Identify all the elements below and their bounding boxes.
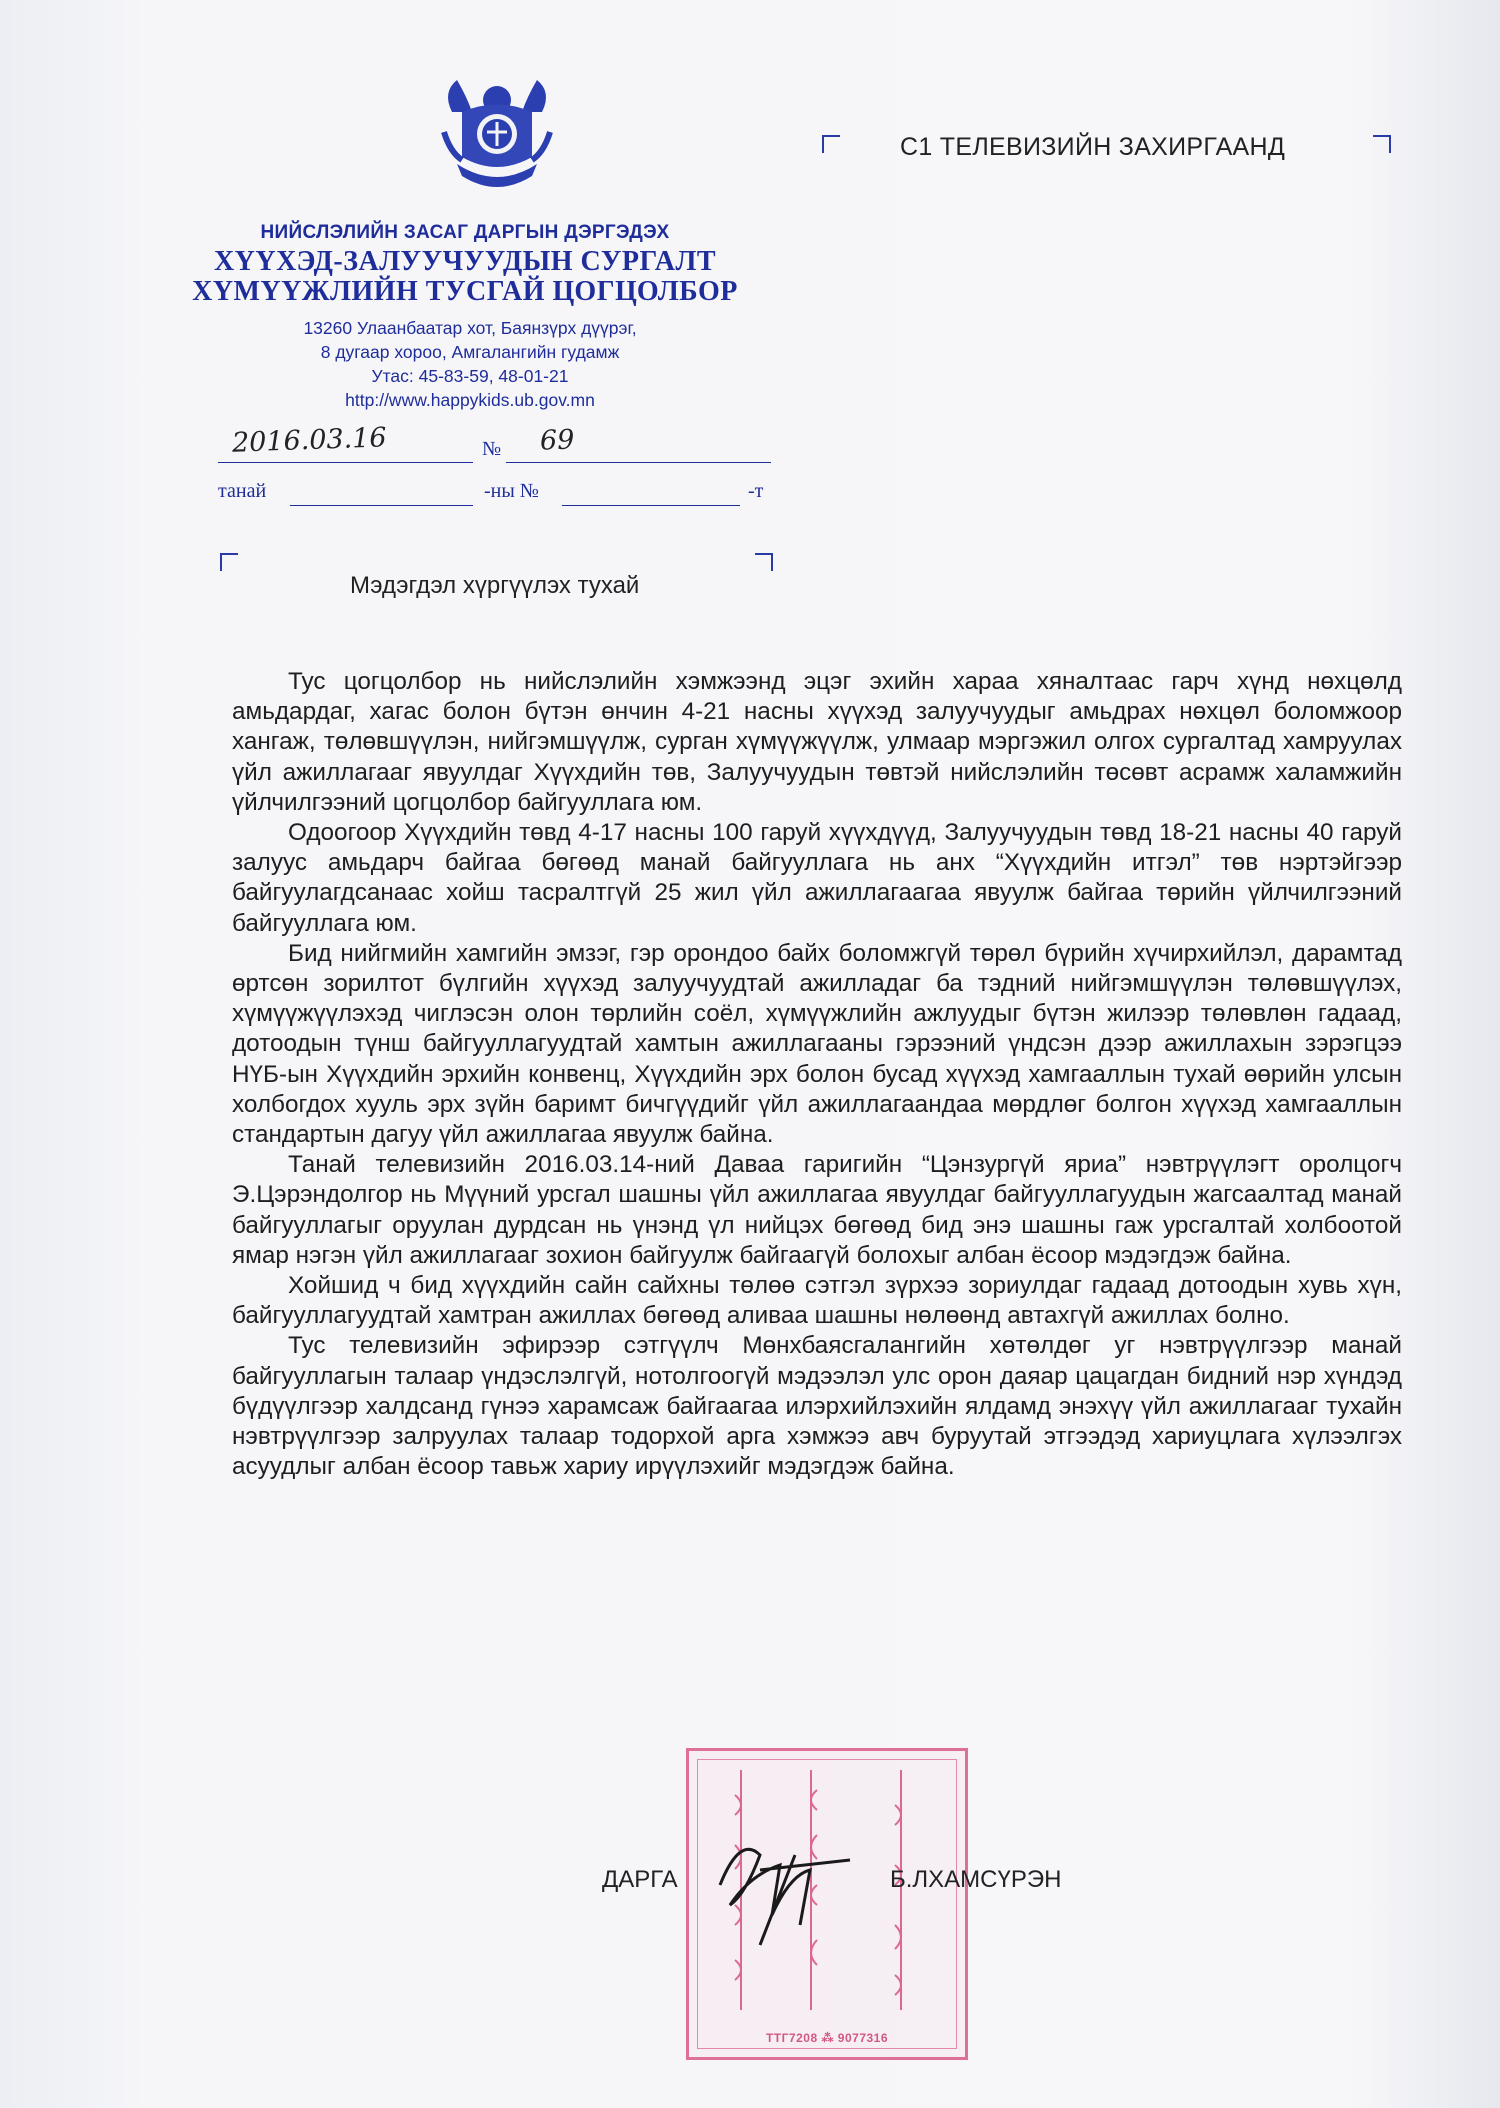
subject-corner-tr (755, 553, 773, 571)
paragraph-5: Хойшид ч бид хүүхдийн сайн сайхны төлөө сэтгэл зүрхээ зориулдаг гадаад дотоодын хувь хүн, байгууллагуудтай хамтран ажиллах бөгөөд аливаа шашны нөлөөнд автахгүй ажиллах болно. (232, 1272, 1402, 1330)
address-line1: 13260 Улаанбаатар хот, Баянзүрх дүүрэг, (303, 318, 637, 338)
date-handwritten: 2016.03.16 (231, 422, 388, 459)
phone-text: Утас: 45-83-59, 48-01-21 (371, 366, 569, 386)
paragraph-3: Бид нийгмийн хамгийн эмзэг, гэр орондоо байх боломжгүй төрөл бүрийн хүчирхийлэл, дарамтад өртсөн зорилтот бүлгийн хүүхэд залуучуудтай ажилладаг ба тэдний нийгэмшүүлэн төлөвшүүлэх, хүмүүжүүлэхэд чиглэсэн олон төрлийн соёл, хүмүүжлийн ажлуудыг бүтэн жилээр төлөвлөн гадаад, дотоодын түнш байгууллагуудтай хамтын ажиллагааны гэрээний үндсэн дээр ажиллахын зэрэгцээ НҮБ-ын Хүүхдийн эрхийн конвенц, Хүүхдийн эрх болон бусад хүүхэд хамгааллын тухай өөрийн улсын холбогдох хууль эрх зүйн баримт бичгүүдийг үйл ажиллагаандаа мөрдлөг болгон хүүхэд хамгааллын стандартын дагуу үйл ажиллагаа явуулж байна. (232, 939, 1402, 1149)
state-emblem-icon (432, 72, 562, 202)
org-name-line2: ХҮМҮҮЖЛИЙН ТУСГАЙ ЦОГЦОЛБОР (192, 276, 738, 307)
subject-line: Мэдэгдэл хүргүүлэх тухай (350, 572, 640, 599)
recipient-corner-tr (1373, 135, 1391, 153)
your-number-line (562, 481, 740, 506)
paragraph-1: Тус цогцолбор нь нийслэлийн хэмжээнд эцэг эхийн хараа хяналтаас гарч хүнд нөхцөлд амьдардаг, хагас болон бүтэн өнчин 4-21 насны хүүхэд залуучуудыг амьдрах нөхцөл боломжоор хангаж, төлөвшүүлэн, нийгэмшүүлж, сурган хүмүүжүүлж, улмаар мэргэжил олгох сургалтад хамруулах үйл ажиллагааг явуулдаг Хүүхдийн төв, Залуучуудын төвтэй нийслэлийн төсөвт асрамж халамжийн үйлчилгээний цогцолбор байгууллага юм. (232, 668, 1402, 816)
paragraph-4: Танай телевизийн 2016.03.14-ний Даваа гаригийн “Цэнзургүй яриа” нэвтрүүлэгт оролцогч Э.Цэрэндолгор нь Мүүний урсгал шашны үйл ажиллагаа явуулдаг байгууллагуудын жагсаалтад манай байгууллагыг оруулан дурдсан нь үнэнд үл нийцэх бөгөөд бид энэ шашны гаж урсгалтай холбоотой ямар нэгэн үйл ажиллагааг зохион байгуулж байгаагүй болохыг албан ёсоор мэдэгдэж байна. (232, 1151, 1402, 1269)
paragraph-6: Тус телевизийн эфирээр сэтгүүлч Мөнхбаясгалангийн хөтөлдөг уг нэвтрүүлгээр манай байгууллагын талаар үндэслэлгүй, нотолгоогүй мэдээлэл улс орон даяар цацагдан бидний нэр хүндэд бүдүүлгээр халдсанд гүнээ харамсаж байгаагаа илэрхийлэхийн ялдамд энэхүү үйл ажиллагааг тухайн нэвтрүүлгээр залруулах талаар тодорхой арга хэмжээ авч буруутай этгээдэд хариуцлага хүлээлгэх асуудлыг албан ёсоор тавьж хариу ирүүлэхийг мэдэгдэж байна. (232, 1332, 1402, 1481)
number-label: № (482, 438, 502, 460)
recipient: С1 ТЕЛЕВИЗИЙН ЗАХИРГААНД (900, 133, 1286, 161)
number-handwritten: 69 (539, 424, 575, 457)
handwritten-signature (700, 1815, 870, 1955)
your-date-line (290, 481, 473, 506)
your-label: танай (218, 480, 267, 502)
paragraph-2: Одоогоор Хүүхдийн төвд 4-17 насны 100 гаруй хүүхдүүд, Залуучуудын төвд 18-21 насны 40 гаруй залуус амьдарч байгаа бөгөөд манай байгууллага нь анх “Хүүхдийн итгэл” төв нэртэйгээр байгуулагдсанаас хойш тасралтгүй 25 жил үйл ажиллагаагаа явуулж байгаа төрийн үйлчилгээний байгууллага юм. (232, 819, 1402, 937)
website-text: http://www.happykids.ub.gov.mn (345, 390, 595, 410)
address-line2: 8 дугаар хороо, Амгалангийн гудамж (320, 342, 620, 362)
letter-body (232, 667, 1402, 1482)
subject-corner-tl (220, 553, 238, 571)
recipient-corner-tl (822, 135, 840, 153)
org-name-line1: ХҮҮХЭД-ЗАЛУУЧУУДЫН СУРГАЛТ (213, 246, 717, 277)
signatory-name: Б.ЛХАМСҮРЭН (890, 1866, 1062, 1893)
org-subtitle: НИЙСЛЭЛИЙН ЗАСАГ ДАРГЫН ДЭРГЭДЭХ (260, 222, 670, 243)
stamp-number: ТТГ7208 ⁂ 9077316 (765, 2031, 889, 2045)
of-number-label: -ны № (484, 480, 539, 502)
signatory-title: ДАРГА (602, 1866, 678, 1893)
suffix-label: -т (748, 480, 764, 502)
